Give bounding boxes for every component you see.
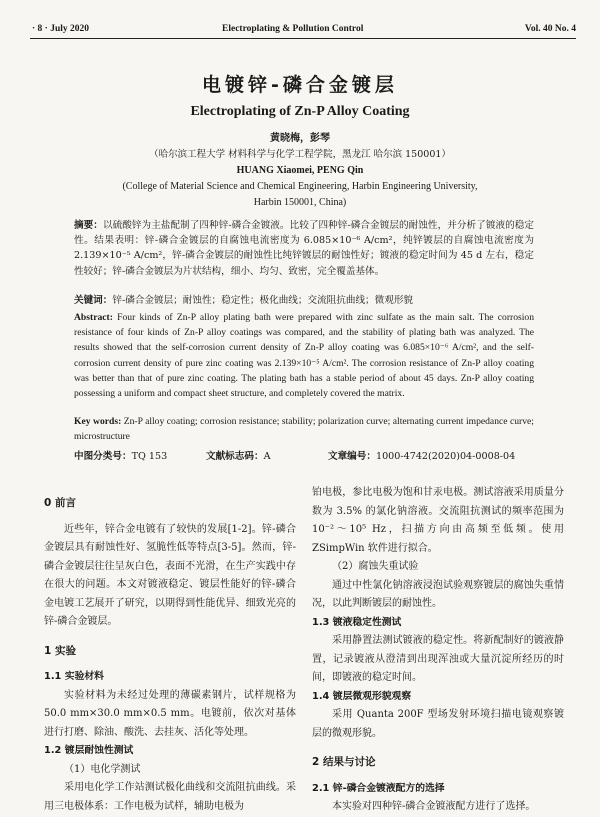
article-number-label: 文章编号： [328,451,376,462]
article-number-value: 1000-4742(2020)04-0008-04 [375,451,516,462]
clc-number [74,448,167,462]
section-0-text: 近些年，锌合金电镀有了较快的发展[1-2]。锌-磷合金镀层具有耐蚀性好、氢脆性低等特点[3-5]。然而，锌-磷合金镀层往往呈灰白色，表面不光滑，在生产实践中存在很大的问题。本文对镀液稳定、镀层性能好的锌-磷合金电镀工艺展开了研究，以期得到性能优异、细致光亮的锌-磷合金镀层。 [44,523,296,627]
section-1-heading: 1 实验 [44,644,76,657]
section-2-heading: 2 结果与讨论 [312,756,376,768]
keywords-text: 锌-磷合金镀层；耐蚀性；稳定性；极化曲线；交流阻抗曲线；微观形貌 [112,295,414,306]
authors-chinese: 黄晓梅，彭琴 [270,133,330,144]
abstract-text: 以硫酸锌为主盐配制了四种锌-磷合金镀液。比较了四种锌-磷合金镀层的耐蚀性，并分析了镀液的稳定性。结果表明：锌-磷合金镀层的自腐蚀电流密度为 6.085×10⁻⁶ A/cm²，纯锌镀层的自腐蚀电流密度为 2.139×10⁻⁵ A/cm²，锌-磷合金镀层的耐蚀性比纯锌镀层的耐蚀性好；镀液的稳定时间为 45 d 左右，稳定性较好；锌-磷合金镀层为片状结构，细小、均匀、致密，完全覆盖基体。 [74,220,535,277]
abstract-en-label: Abstract: [74,312,113,323]
clc-value: TQ 153 [131,451,168,462]
doc-code-label: 文献标志码： [206,451,264,462]
affiliation-english-line1: (College of Material Science and Chemical Engineering, Harbin Engineering University, [122,181,478,192]
weight-loss-text: 通过中性氯化钠溶液浸泡试验观察镀层的腐蚀失重情况，以此判断镀层的耐蚀性。 [312,579,564,609]
section-1-1-heading: 1.1 实验材料 [44,671,104,682]
left-column [44,484,296,816]
abstract-english [74,310,534,401]
header-page-date: · 8 · July 2020 [32,24,90,34]
clc-label: 中图分类号： [74,451,132,462]
section-1-1-text: 实验材料为未经过处理的薄碳素钢片，试样规格为 50.0 mm×30.0 mm×0.5 mm。电镀前，依次对基体进行打磨、除油、酸洗、去挂灰、活化等处理。 [44,689,296,738]
abstract-chinese [74,218,534,279]
subsection-weight-loss: （2）腐蚀失重试验 [332,561,419,572]
keywords-chinese [74,293,534,308]
section-1-4-heading: 1.4 镀层微观形貌观察 [312,690,412,702]
doc-code-value: A [263,451,271,462]
section-0-heading: 0 前言 [44,497,76,509]
affiliation-english-line2: Harbin 150001, China) [253,197,347,208]
keywords-label: 关键词： [74,295,113,306]
section-1-2-text: 采用电化学工作站测试极化曲线和交流阻抗曲线。采用三电极体系：工作电极为试样，辅助电极为 [44,782,296,812]
abstract-label: 摘要： [74,220,103,231]
header-volume: Vol. 40 No. 4 [524,24,576,34]
keywords-english [74,414,534,444]
section-1-4-text: 采用 Quanta 200F 型场发射环境扫描电镜观察镀层的微观形貌。 [312,709,564,739]
affiliation-chinese: （哈尔滨工程大学 材料科学与化学工程学院，黑龙江 哈尔滨 150001） [149,149,451,160]
keywords-en-label: Key words: [74,416,122,427]
article-number [328,448,515,462]
abstract-en-text: Four kinds of Zn-P alloy plating bath were prepared with zinc sulfate as the main salt. The corrosion resistance of four kinds of Zn-P alloy coatings was compared, and the stability of plating bath was analyzed. The results showed that the self-corrosion current density of Zn-P alloy coating was 6.085×10⁻⁶ A/cm², and the self-corrosion current density of pure zinc coating was 2.139×10⁻⁵ A/cm². The corrosion resistance of Zn-P alloy coating was better than that of pure zinc coating. The plating bath has a stable period of about 45 days. Zn-P alloy coating possessing a uniform and compact sheet structure, and completely covered the matrix. [74,312,535,400]
running-header [30,22,576,39]
right-column [312,484,564,817]
authors-english: HUANG Xiaomei, PENG Qin [236,165,364,176]
title-english: Electroplating of Zn-P Alloy Coating [190,104,410,119]
section-2-1-heading: 2.1 锌-磷合金镀液配方的选择 [312,782,445,794]
header-journal: Electroplating & Pollution Control [222,24,364,34]
section-1-3-heading: 1.3 镀液稳定性测试 [312,616,402,628]
section-1-3-text: 采用静置法测试镀液的稳定性。将新配制好的镀液静置，记录镀液从澄清到出现浑浊或大量沉淀所经历的时间，即镀液的稳定时间。 [312,635,564,683]
keywords-en-text: Zn-P alloy coating; corrosion resistance; stability; polarization curve; alternating current impedance curve; microstructure [74,416,534,443]
section-1-2-heading: 1.2 镀层耐蚀性测试 [44,745,134,756]
section-1-2-sub: （1）电化学测试 [64,763,141,775]
continued-text: 铂电极，参比电极为饱和甘汞电极。测试溶液采用质量分数为 3.5% 的氯化钠溶液。交流阻抗测试的频率范围为 10⁻²～10⁵ Hz，扫描方向由高频至低频。使用 ZSimpWin 软件进行拟合。 [312,487,564,554]
section-2-1-text: 本实验对四种锌-磷合金镀液配方进行了选择。 [332,801,536,812]
document-code [206,448,271,462]
title-chinese: 电镀锌-磷合金镀层 [202,74,398,96]
